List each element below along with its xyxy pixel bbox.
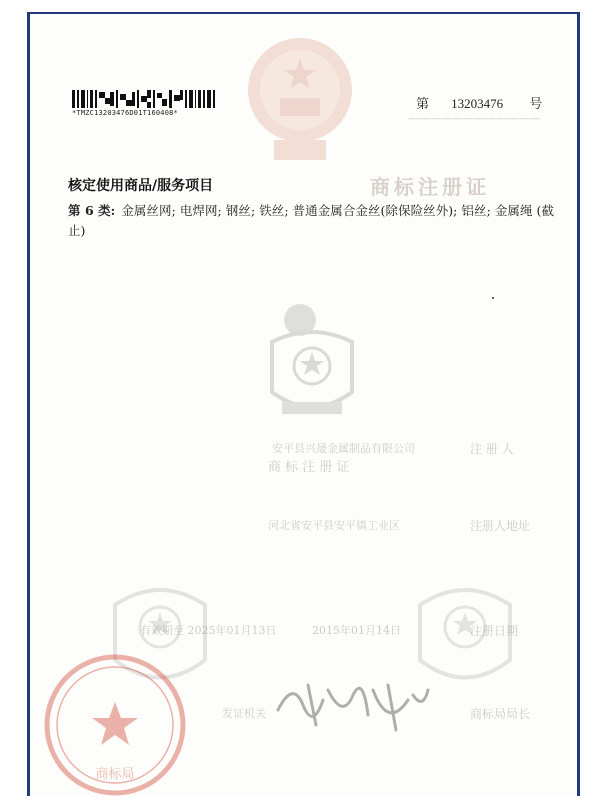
barcode-caption: *TMZC13203476D01T160408* xyxy=(72,109,178,117)
goods-items-text: 金属丝网; 电焊网; 钢丝; 铁丝; 普通金属合金丝(除保险丝外); 铝丝; 金属绳 (截止) xyxy=(68,203,554,238)
registration-number: 13203476 xyxy=(451,96,504,111)
barcode-block xyxy=(72,90,217,117)
barcode-image xyxy=(72,90,217,108)
goods-services-list xyxy=(68,201,554,241)
official-red-seal xyxy=(40,650,190,800)
goods-services-heading: 核定使用商品/服务项目 xyxy=(68,178,214,194)
director-signature xyxy=(268,670,438,740)
seal-lettering: 商标局 xyxy=(95,767,135,782)
ghost-text-date: 2015年01月14日 xyxy=(312,624,401,637)
class-label: 第 6 类: xyxy=(68,203,116,218)
ghost-text-address-label: 注册人地址 xyxy=(470,519,531,533)
registration-number-line xyxy=(416,93,542,112)
national-emblem-watermark-middle xyxy=(252,302,372,442)
ghost-text-validity: 有效期至 2025年01月13日 xyxy=(140,624,277,637)
national-emblem-watermark-top xyxy=(244,30,356,166)
ghost-text-reg-date-label: 注册日期 xyxy=(470,624,519,638)
ghost-text-bureau: 商标局局长 xyxy=(470,707,531,721)
registration-suffix: 号 xyxy=(529,97,543,112)
ghost-certificate-title: 商标注册证 xyxy=(370,175,490,199)
ghost-print-line: ———————————— xyxy=(408,112,540,125)
ghost-text-registrant: 安平县兴晟金属制品有限公司 xyxy=(272,442,415,455)
ghost-text-registrant-label: 注 册 人 xyxy=(470,442,514,456)
ghost-text-address: 河北省安平县安平镇工业区 xyxy=(268,519,400,532)
registration-prefix: 第 xyxy=(416,97,430,112)
speck xyxy=(492,297,494,299)
ghost-text-issuer: 发证机关 xyxy=(222,707,266,720)
ghost-text-certificate: 商 标 注 册 证 xyxy=(268,460,350,475)
